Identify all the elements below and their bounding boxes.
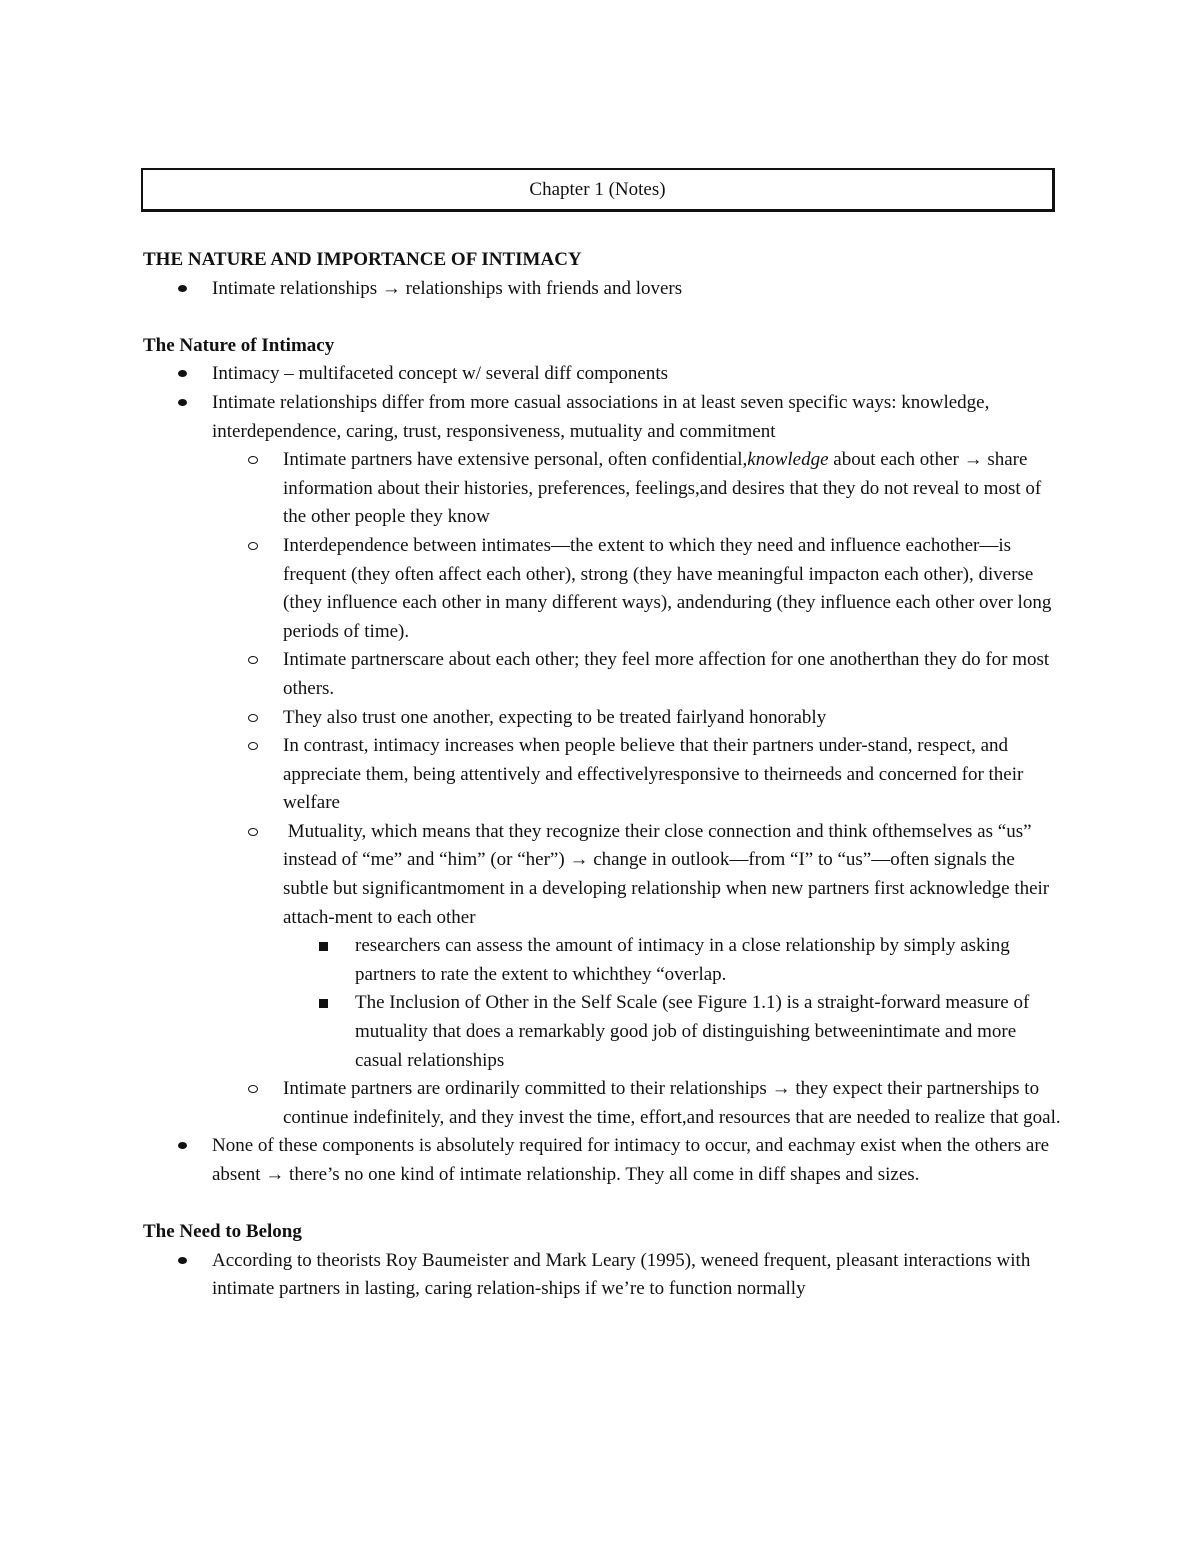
list-item: researchers can assess the amount of intimacy in a close relationship by simply asking partners to rate the extent to whichthey “overlap. xyxy=(283,932,1063,989)
chapter-title-box xyxy=(141,168,1055,212)
list-item: According to theorists Roy Baumeister and Mark Leary (1995), weneed frequent, pleasant interactions with intimate partners in lasting, caring relation-ships if we’re to function normally xyxy=(143,1247,1063,1304)
hollow-bullet-icon xyxy=(248,828,258,836)
list-item: In contrast, intimacy increases when people believe that their partners under-stand, respect, and appreciate them, being attentively and effectivelyresponsive to theirneeds and concerned for their welfare xyxy=(211,732,1063,818)
nature-bullet-list xyxy=(143,360,1063,1189)
main-heading: THE NATURE AND IMPORTANCE OF INTIMACY xyxy=(143,249,582,270)
notes-content xyxy=(143,246,1063,1304)
list-item: Intimate partners have extensive personal, often confidential,knowledge about each other → share information about their histories, preferences, feelings,and desires that they do not reveal to most of the other people they know xyxy=(211,446,1063,532)
list-item: Intimate partnerscare about each other; they feel more affection for one anotherthan they do for most others. xyxy=(211,646,1063,703)
filled-bullet-icon xyxy=(178,1142,187,1149)
filled-bullet-icon xyxy=(178,285,187,292)
filled-bullet-icon xyxy=(178,399,187,406)
list-item: Interdependence between intimates—the extent to which they need and influence eachother—is frequent (they often affect each other), strong (they have meaningful impacton each other), diverse (they influence each other in many different ways), andenduring (they influence each other over long periods of time). xyxy=(211,532,1063,646)
square-bullet-icon xyxy=(319,999,328,1008)
list-item: The Inclusion of Other in the Self Scale (see Figure 1.1) is a straight-forward measure of mutuality that does a remarkably good job of distinguishing betweenintimate and more casual relationships xyxy=(283,989,1063,1075)
hollow-bullet-icon xyxy=(248,456,258,464)
hollow-bullet-icon xyxy=(248,1085,258,1093)
components-sub-list xyxy=(212,446,1063,1132)
belong-heading: The Need to Belong xyxy=(143,1221,302,1243)
hollow-bullet-icon xyxy=(248,656,258,664)
list-item: None of these components is absolutely required for intimacy to occur, and eachmay exist when the others are absent → there’s no one kind of intimate relationship. They all come in diff shapes and sizes. xyxy=(143,1132,1063,1189)
list-item: Intimate partners are ordinarily committed to their relationships → they expect their partnerships to continue indefinitely, and they invest the time, effort,and resources that are needed to realize that goal. xyxy=(211,1075,1063,1132)
hollow-bullet-icon xyxy=(248,542,258,550)
list-item: They also trust one another, expecting to be treated fairlyand honorably xyxy=(211,704,1063,733)
mutuality-sub-list xyxy=(283,932,1063,1075)
main-bullet-list xyxy=(143,275,1063,304)
belong-bullet-list xyxy=(143,1247,1063,1304)
emphasis-knowledge: knowledge xyxy=(747,449,829,471)
hollow-bullet-icon xyxy=(248,742,258,750)
list-item: Intimate relationships differ from more casual associations in at least seven specific ways: knowledge, interdependence, caring, trust, responsiveness, mutuality and commitment Intimate partners have extensive personal, often confidential,knowledge about each other → share information about their histories, preferences, feelings,and desires that they do not reveal to most of the other people they know Interdependence between intimates—the extent to which they need and influence eachother—is frequent (they often affect each other), strong (they have meaningful impacton each other), diverse (they influence each other in many different ways), andenduring (they influence each other over long periods of time). Intimate partnerscare about each other; they feel more affection for one anotherthan they do for most others. They also trust one another, expecting to be treated fairlyand honorably In contrast, intimacy increases when people believe that their partners under-stand, respect, and appreciate them, being attentively and effectivelyresponsive to theirneeds and concerned for their welfare Mutuality, which means that they recognize their close connection and think ofthemselves as “us” instead of “me” and “him” (or “her”) → change in outlook—from “I” to “us”—often signals the subtle but significantmoment in a developing relationship when new partners first acknowledge their attach-ment to each other researchers can assess the amount of intimacy in a close relationship by simply asking partners to rate the extent to whichthey “overlap. The Inclusion of Other in the Self Scale (see Figure 1.1) is a straight-forward measure of mutuality that does a remarkably good job of distinguishing betweenintimate and more casual relationships Intimate partners are ordinarily committed to their relationships → they expect their partnerships to continue indefinitely, and they invest the time, effort,and resources that are needed to realize that goal. xyxy=(143,389,1063,1132)
list-item: Intimate relationships → relationships with friends and lovers xyxy=(143,275,1063,304)
chapter-title: Chapter 1 (Notes) xyxy=(529,179,666,200)
hollow-bullet-icon xyxy=(248,714,258,722)
list-item: Mutuality, which means that they recognize their close connection and think ofthemselves as “us” instead of “me” and “him” (or “her”) → change in outlook—from “I” to “us”—often signals the subtle but significantmoment in a developing relationship when new partners first acknowledge their attach-ment to each other researchers can assess the amount of intimacy in a close relationship by simply asking partners to rate the extent to whichthey “overlap. The Inclusion of Other in the Self Scale (see Figure 1.1) is a straight-forward measure of mutuality that does a remarkably good job of distinguishing betweenintimate and more casual relationships xyxy=(211,818,1063,1075)
list-item: Intimacy – multifaceted concept w/ several diff components xyxy=(143,360,1063,389)
nature-heading: The Nature of Intimacy xyxy=(143,334,335,356)
filled-bullet-icon xyxy=(178,1257,187,1264)
square-bullet-icon xyxy=(319,942,328,951)
filled-bullet-icon xyxy=(178,370,187,377)
